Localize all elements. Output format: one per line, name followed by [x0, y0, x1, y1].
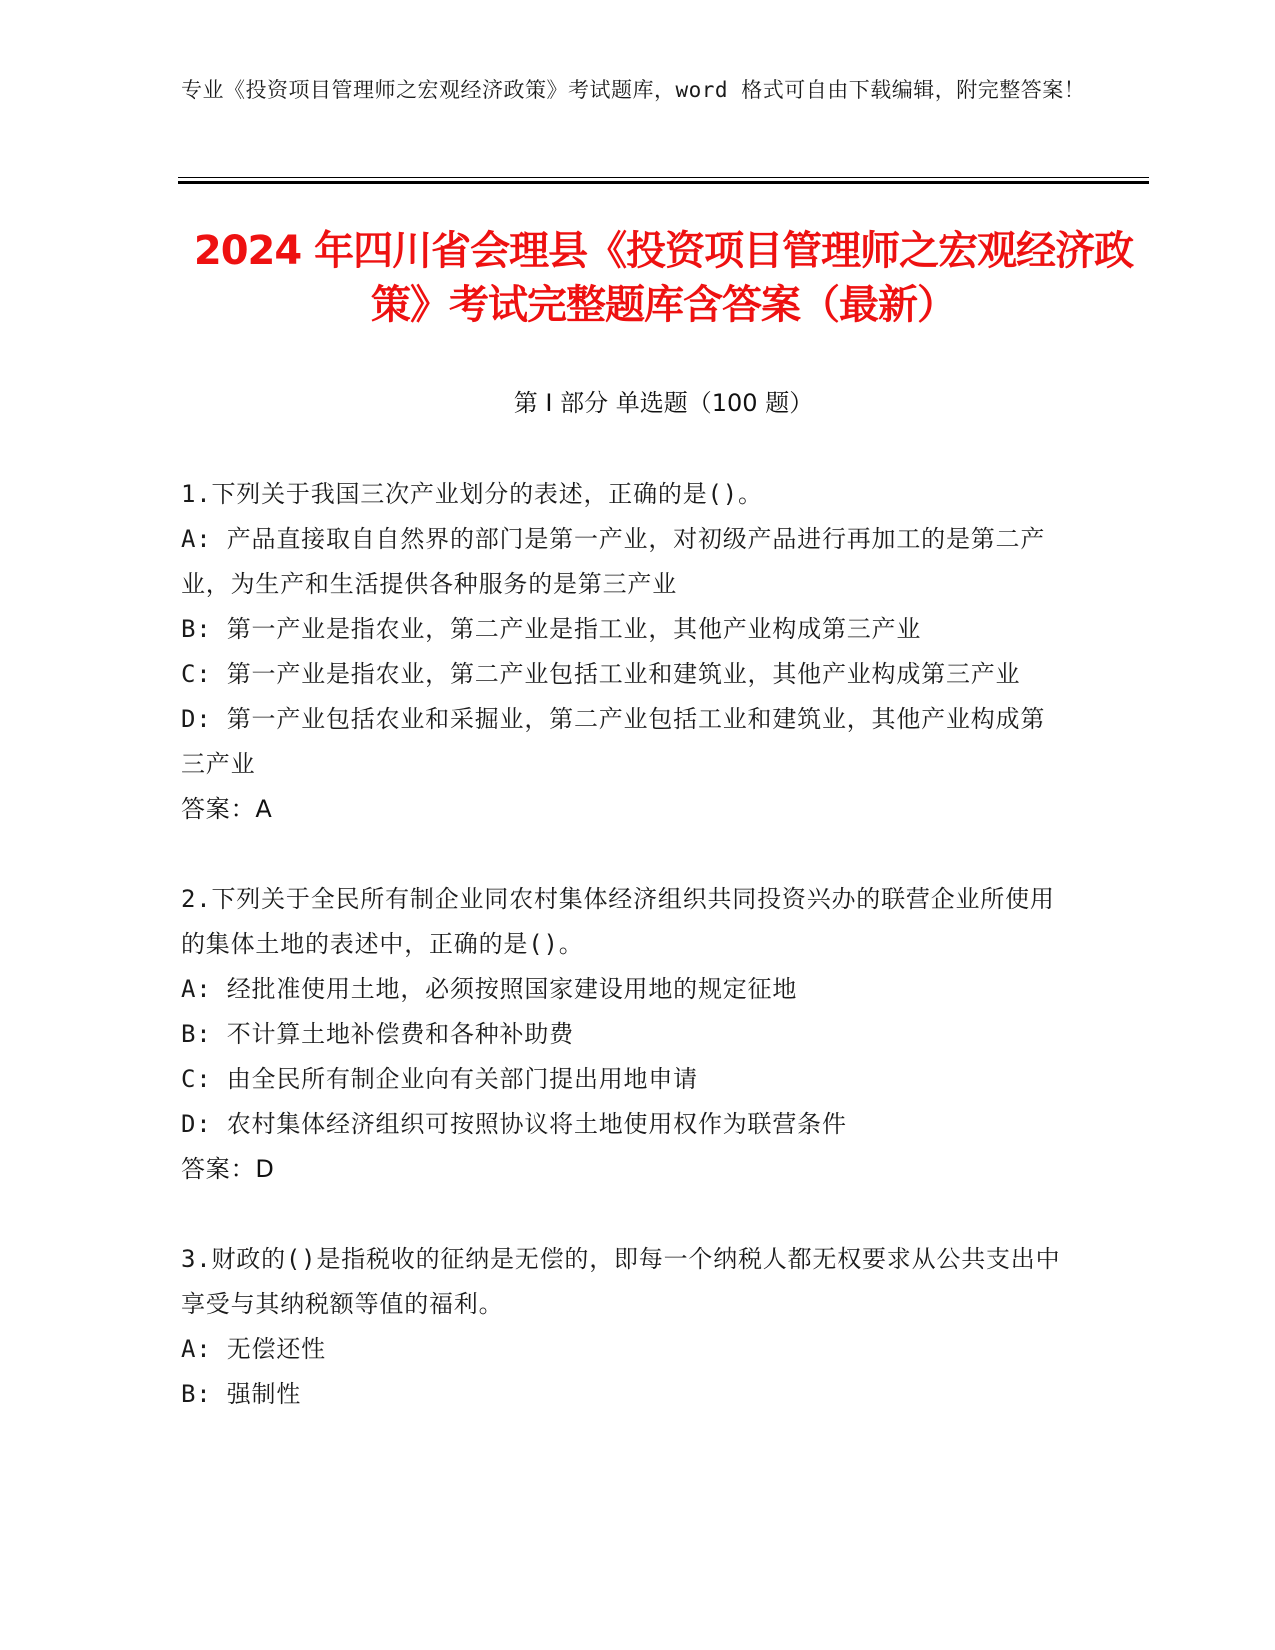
option-a: A: 经批准使用土地，必须按照国家建设用地的规定征地 [181, 975, 798, 1003]
question-stem: 2.下列关于全民所有制企业同农村集体经济组织共同投资兴办的联营企业所使用的集体土地的表述中，正确的是()。 [181, 885, 1055, 958]
header-note: 专业《投资项目管理师之宏观经济政策》考试题库，word 格式可自由下载编辑，附完整答案！ [181, 78, 1086, 102]
answer: 答案：D [181, 1155, 275, 1183]
option-b: B: 强制性 [181, 1380, 302, 1408]
option-c: C: 第一产业是指农业，第二产业包括工业和建筑业，其他产业构成第三产业 [181, 660, 1021, 688]
question-2 [181, 877, 1061, 1192]
answer: 答案：A [181, 795, 273, 823]
option-d: D: 第一产业包括农业和采掘业，第二产业包括工业和建筑业，其他产业构成第三产业 [181, 705, 1046, 778]
option-a: A: 无偿还性 [181, 1335, 326, 1363]
question-list [181, 472, 1061, 1462]
question-stem: 3.财政的()是指税收的征纳是无偿的，即每一个纳税人都无权要求从公共支出中享受与其纳税额等值的福利。 [181, 1245, 1061, 1318]
document-title: 2024 年四川省会理县《投资项目管理师之宏观经济政策》考试完整题库含答案（最新） [193, 228, 1134, 328]
option-b: B: 第一产业是指农业，第二产业是指工业，其他产业构成第三产业 [181, 615, 922, 643]
header-divider-thick [178, 181, 1149, 184]
option-a: A: 产品直接取自自然界的部门是第一产业，对初级产品进行再加工的是第二产业，为生产和生活提供各种服务的是第三产业 [181, 525, 1046, 598]
question-3 [181, 1237, 1061, 1417]
section-title: 第 I 部分 单选题（100 题） [513, 389, 814, 417]
option-d: D: 农村集体经济组织可按照协议将土地使用权作为联营条件 [181, 1110, 847, 1138]
option-b: B: 不计算土地补偿费和各种补助费 [181, 1020, 574, 1048]
question-stem: 1.下列关于我国三次产业划分的表述，正确的是()。 [181, 480, 763, 508]
option-c: C: 由全民所有制企业向有关部门提出用地申请 [181, 1065, 698, 1093]
header-divider-thin [178, 177, 1149, 178]
question-1 [181, 472, 1061, 832]
